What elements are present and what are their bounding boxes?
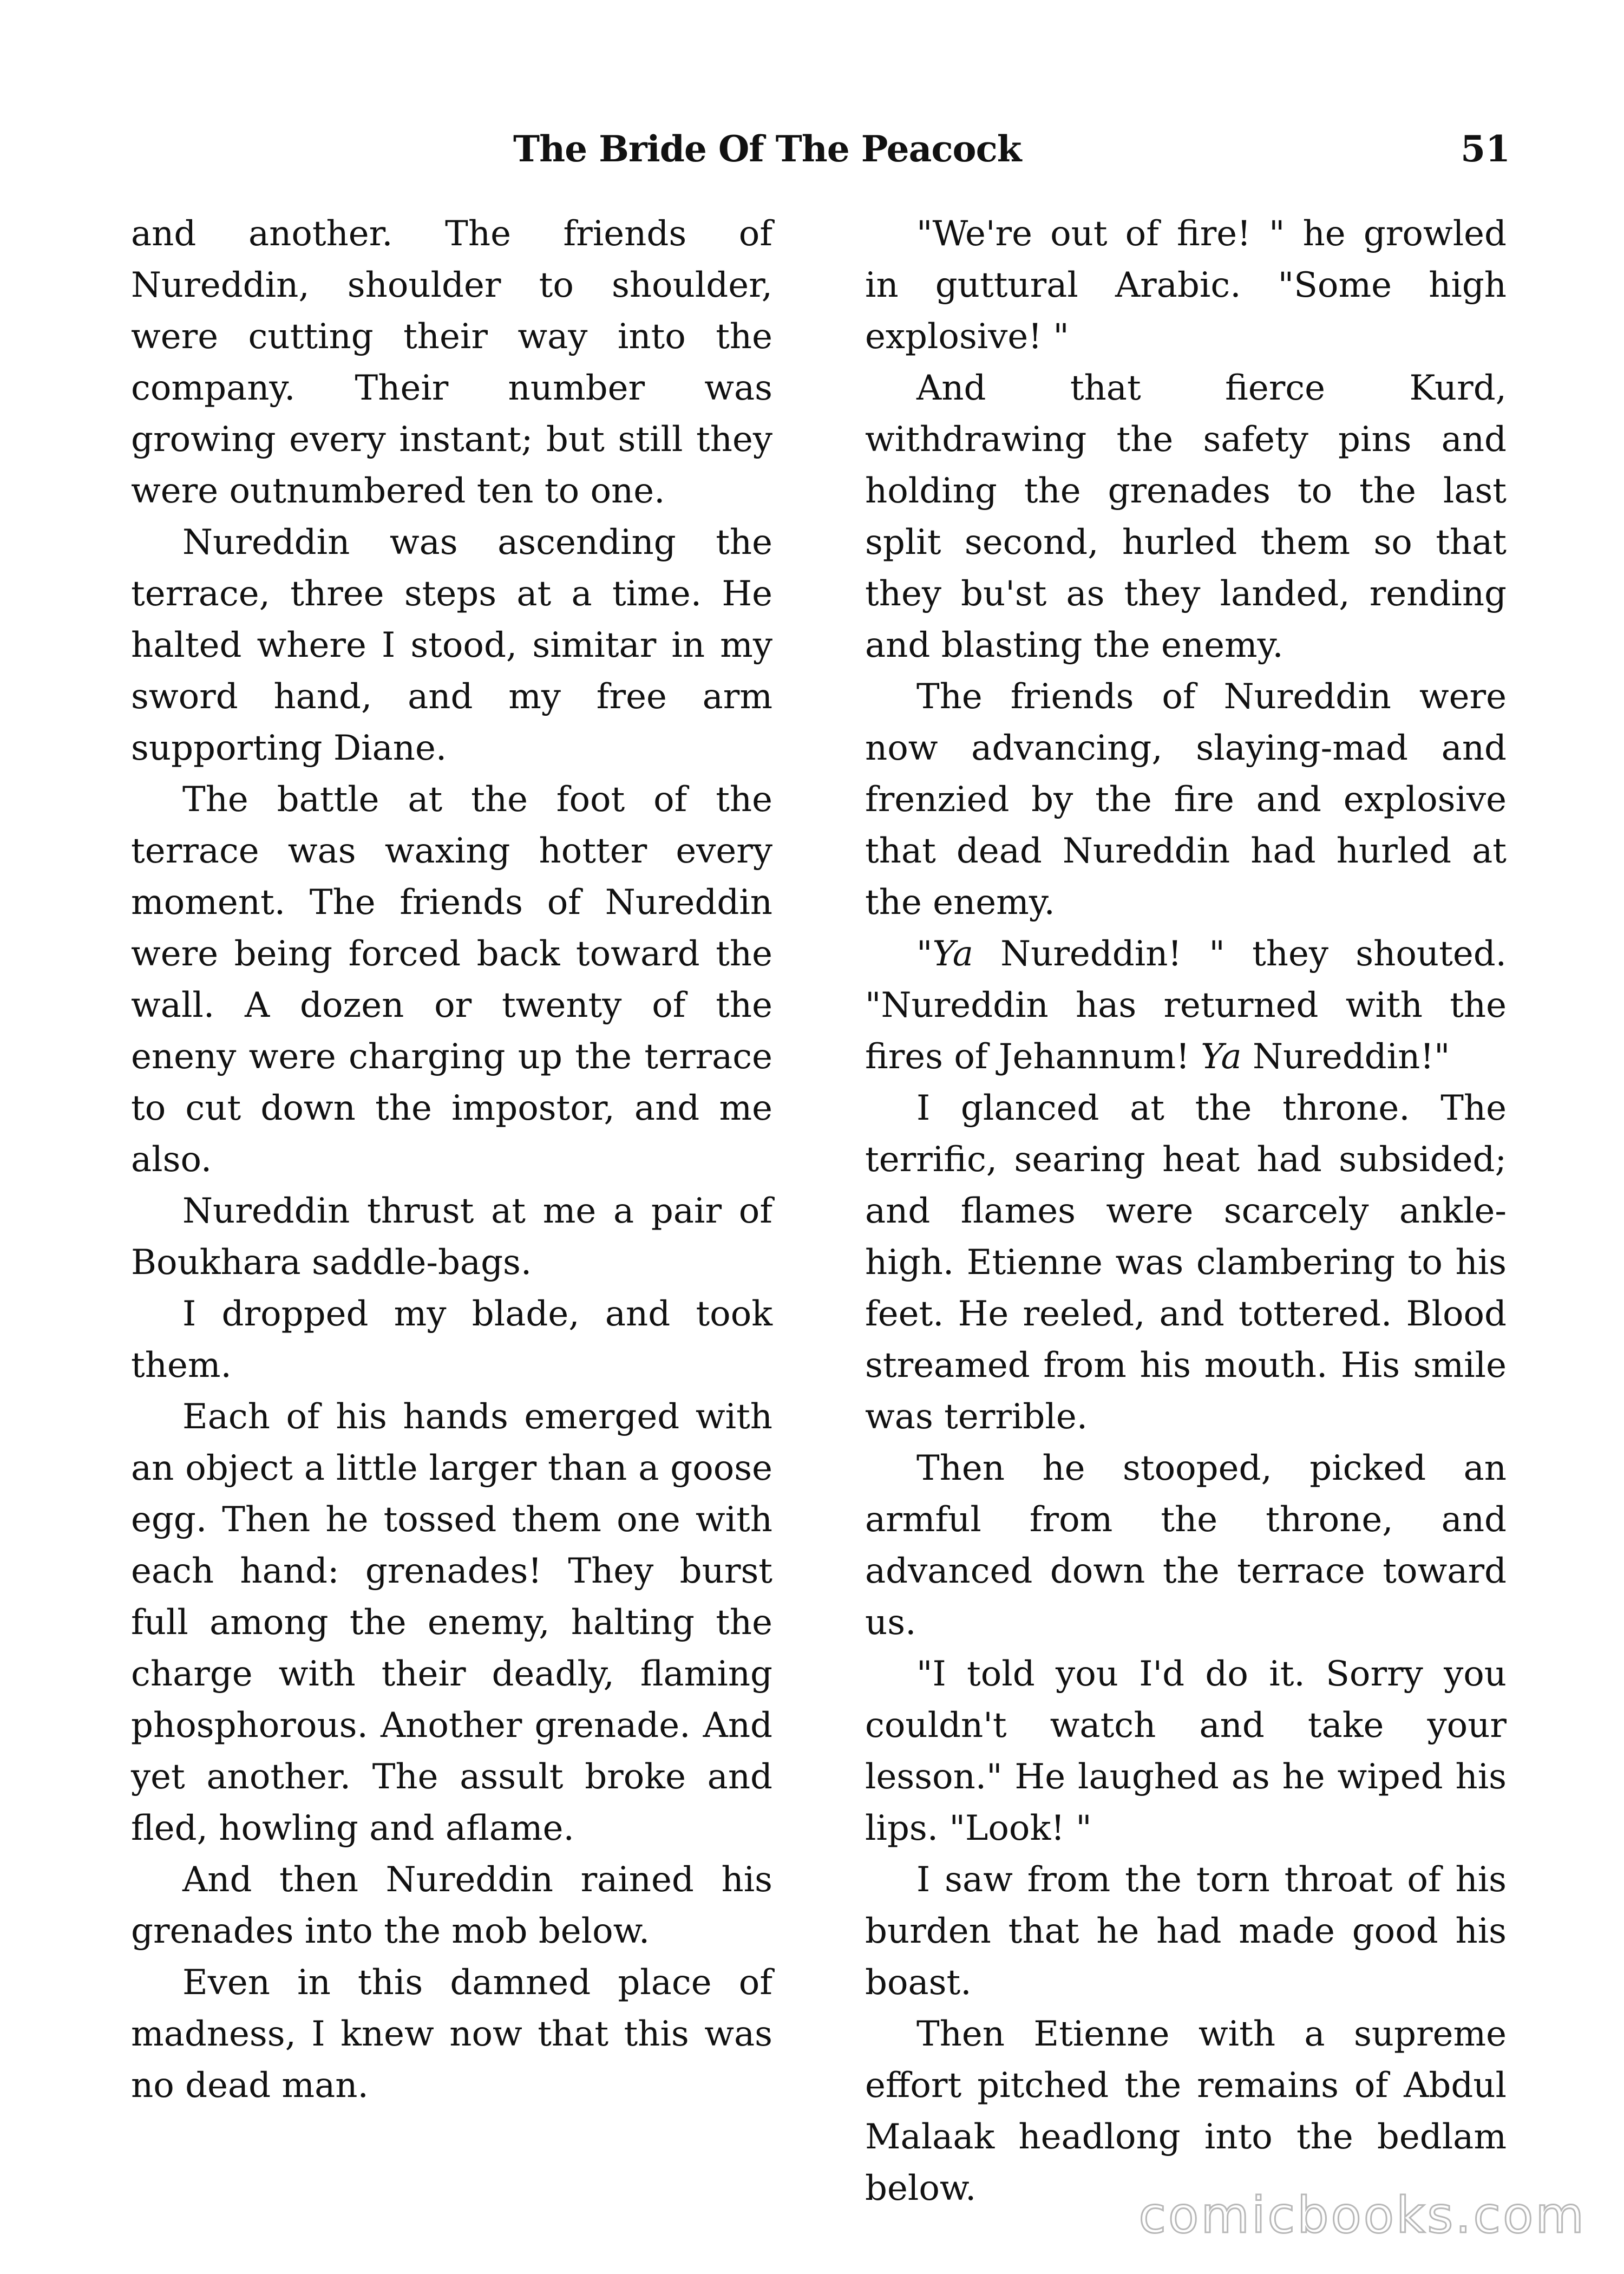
paragraph: Nureddin thrust at me a pair of Boukhara saddle-bags. — [131, 1191, 772, 1283]
paragraph: The friends of Nureddin were now advancing, slaying-mad and frenzied by the fire and explosive that dead Nureddin had hurled at the enemy. — [865, 677, 1507, 923]
paragraph: I glanced at the throne. The terrific, searing heat had subsided; and flames were scarcely ankle-high. Etienne was clambering to his feet. He reeled, and tottered. Blood streamed from his mouth. His smile was terrible. — [865, 1088, 1507, 1437]
paragraph: And that fierce Kurd, withdrawing the safety pins and holding the grenades to the last split second, hurled them so that they bu'st as they landed, rending and blasting the enemy. — [865, 368, 1507, 665]
paragraph: Nureddin was ascending the terrace, three steps at a time. He halted where I stood, simitar in my sword hand, and my free arm supporting Diane. — [131, 522, 772, 768]
paragraph: The battle at the foot of the terrace was waxing hotter every moment. The friends of Nureddin were being forced back toward the wall. A dozen or twenty of the eneny were charging up the terrace to cut down the impostor, and me also. — [131, 780, 772, 1180]
paragraph — [865, 929, 1507, 1083]
paragraph: and another. The friends of Nureddin, shoulder to shoulder, were cutting their way into the company. Their number was growing every instant; but still they were outnumbered ten to one. — [131, 214, 772, 511]
paragraph: "We're out of fire! " he growled in guttural Arabic. "Some high explosive! " — [865, 214, 1507, 357]
quote-mark: " — [916, 934, 933, 974]
watermark: comicbooks.com — [1138, 2186, 1586, 2244]
running-head-title: The Bride Of The Peacock — [513, 128, 1021, 170]
paragraph: Even in this damned place of madness, I knew now that this was no dead man. — [131, 1963, 772, 2106]
paragraph-text: Nureddin! " they shouted. "Nureddin has returned with the fires of Jehannum! — [865, 934, 1507, 1077]
paragraph: Each of his hands emerged with an object a little larger than a goose egg. Then he tossed them one with each hand: grenades! They burst full among the enemy, halting the charge with their deadly, flaming phosphorous. Another grenade. And yet another. The assult broke and fled, howling and aflame. — [131, 1397, 772, 1848]
right-column — [865, 208, 1507, 2214]
page-number: 51 — [1461, 128, 1510, 170]
paragraph: And then Nureddin rained his grenades into the mob below. — [131, 1860, 772, 1951]
italic-word: Ya — [1201, 1037, 1242, 1077]
left-column — [131, 208, 772, 2112]
paragraph: Then Etienne with a supreme effort pitched the remains of Abdul Malaak headlong into the bedlam below. — [865, 2014, 1507, 2208]
paragraph: Then he stooped, picked an armful from the throne, and advanced down the terrace toward us. — [865, 1448, 1507, 1643]
paragraph: I saw from the torn throat of his burden that he had made good his boast. — [865, 1860, 1507, 2003]
italic-word: Ya — [932, 934, 973, 974]
paragraph: "I told you I'd do it. Sorry you couldn't watch and take your lesson." He laughed as he wiped his lips. "Look! " — [865, 1654, 1507, 1848]
paragraph-text: Nureddin!" — [1241, 1037, 1450, 1077]
paragraph: I dropped my blade, and took them. — [131, 1294, 772, 1386]
